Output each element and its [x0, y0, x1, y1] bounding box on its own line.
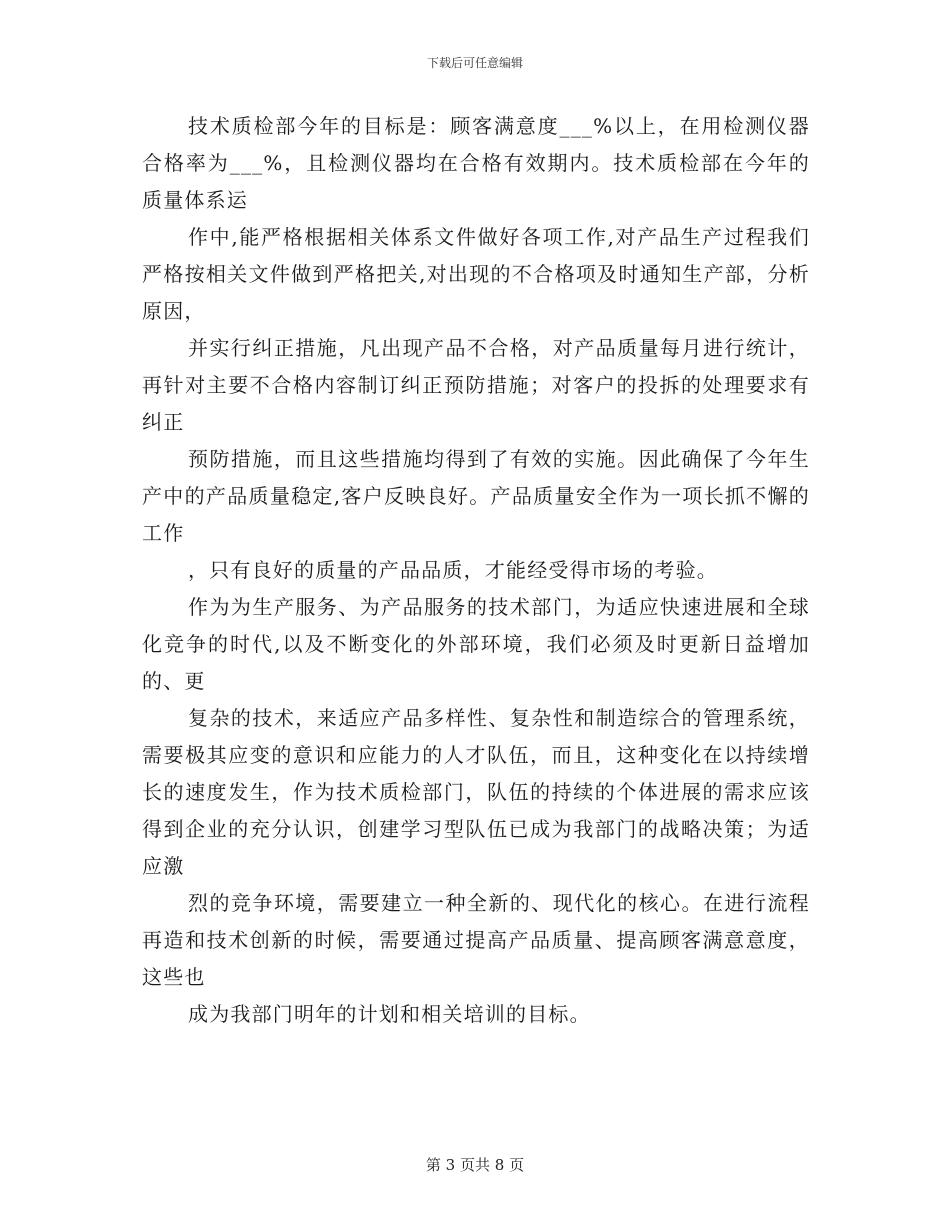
- paragraph-6: 作为为生产服务、为产品服务的技术部门，为适应快速进展和全球化竞争的时代,以及不断变化的外部环境，我们必须及时更新日益增加的、更: [142, 595, 810, 693]
- document-body: [142, 108, 810, 1033]
- paragraph-2: 作中,能严格根据相关体系文件做好各项工作,对产品生产过程我们严格按相关文件做到严格把关,对出现的不合格项及时通知生产部，分析原因，: [142, 225, 810, 323]
- page-number: 第 3 页共 8 页: [425, 1156, 525, 1174]
- paragraph-8: 烈的竞争环境，需要建立一种全新的、现代化的核心。在进行流程再造和技术创新的时候，需要通过提高产品质量、提高顾客满意意度，这些也: [142, 891, 810, 989]
- paragraph-4: 预防措施，而且这些措施均得到了有效的实施。因此确保了今年生产中的产品质量稳定,客户反映良好。产品质量安全作为一项长抓不懈的工作: [142, 447, 810, 545]
- paragraph-1: 技术质检部今年的目标是：顾客满意度___%以上，在用检测仪器合格率为___%，且检测仪器均在合格有效期内。技术质检部在今年的质量体系运: [142, 114, 810, 212]
- paragraph-9: 成为我部门明年的计划和相关培训的目标。: [188, 1002, 591, 1026]
- paragraph-7: 复杂的技术，来适应产品多样性、复杂性和制造综合的管理系统，需要极其应变的意识和应能力的人才队伍，而且，这种变化在以持续增长的速度发生，作为技术质检部门，队伍的持续的个体进展的需求应该得到企业的充分认识，创建学习型队伍已成为我部门的战略决策；为适应激: [142, 706, 810, 878]
- paragraph-5: ，只有良好的质量的产品品质，才能经受得市场的考验。: [188, 558, 718, 582]
- page-header-note: 下载后可任意编辑: [426, 56, 523, 70]
- paragraph-3: 并实行纠正措施，凡出现产品不合格，对产品质量每月进行统计，再针对主要不合格内容制订纠正预防措施；对客户的投拆的处理要求有纠正: [142, 336, 810, 434]
